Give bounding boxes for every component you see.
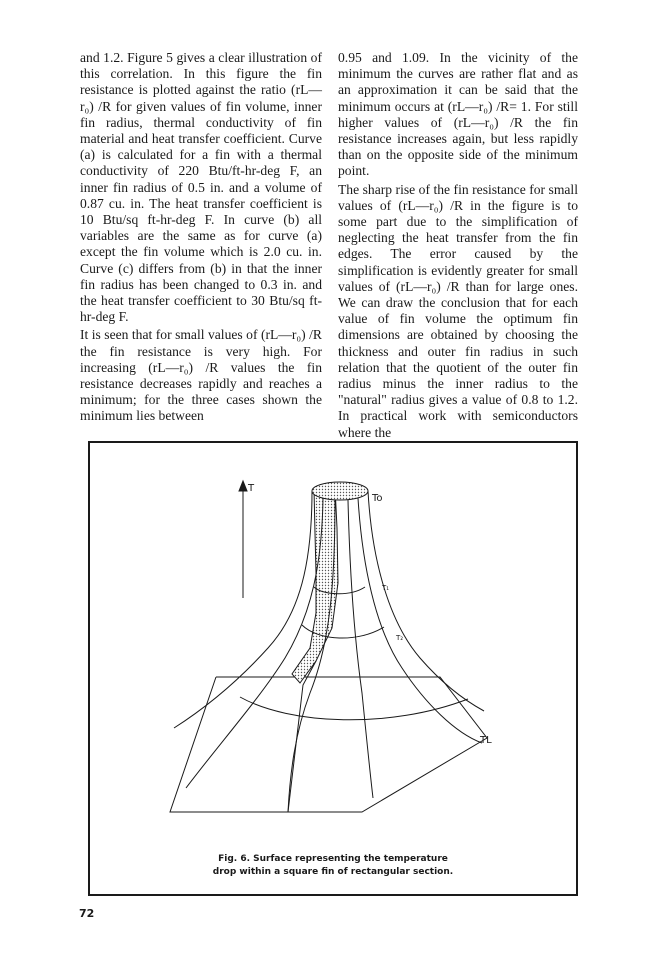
figure-caption [90,853,576,879]
temperature-surface-diagram [90,443,576,894]
page-number: 72 [79,907,95,920]
shaded-section [292,487,338,683]
label-tl: TL [480,735,492,746]
left-text-column [80,50,322,425]
surface-right-edge [368,491,484,711]
axis-arrowhead [239,481,247,491]
left-paragraph-1: and 1.2. Figure 5 gives a clear illustration of this correlation. In this figure the fin resistance is plotted against the ratio (rL—r₀) /R for given values of fin volume, inner fin radius, thermal conductivity of fin material and heat transfer coefficient. Curve (a) is calculated for a fin with a thermal conductivity of 220 Btu/ft-hr-deg F, an inner fin radius of 0.5 in. and a volume of 0.87 cu. in. The heat transfer coefficient is 10 Btu/sq ft-hr-deg F. In curve (b) all variables are the same as for curve (a) except the fin volume which is 2.0 cu. in. Curve (c) differs from (b) in that the inner fin radius has been changed to 0.3 in. and the heat transfer coefficient to 30 Btu/sq ft-hr-deg F. [80,50,322,325]
right-paragraph-1: 0.95 and 1.09. In the vicinity of the minimum the curves are rather flat and as an approximation it can be said that the minimum occurs at (rL—r₀) /R= 1. For still higher values of (rL—r₀) /R the fin resistance increases again, but less rapidly than on the opposite side of the minimum point. [338,50,578,179]
label-t1: T₁ [382,584,390,592]
figure-6 [88,441,578,896]
right-text-column [338,50,578,441]
caption-line-2: drop within a square fin of rectangular section. [212,867,454,877]
caption-line-1: Fig. 6. Surface representing the temperature [218,854,448,864]
top-cap [312,482,368,500]
label-t2: T₂ [396,634,404,642]
label-t0: To [372,493,383,504]
axis-label-t: T [248,483,255,494]
base-plane-outline [170,677,487,812]
left-paragraph-2: It is seen that for small values of (rL—r₀) /R the fin resistance is very high. For increasing (rL—r₀) /R values the fin resistance decreases rapidly and reaches a minimum; for the three cases shown the minimum lies between [80,327,322,424]
right-paragraph-2: The sharp rise of the fin resistance for small values of (rL—r₀) /R in the figure is to some part due to the simplification of neglecting the heat transfer from the fin edges. The error caused by the simplification is evidently greater for small values of (rL—r₀) /R than for large ones. We can draw the conclusion that for each value of fin volume the optimum fin dimensions are obtained by choosing the thickness and outer fin radius in such relation that the quotient of the outer fin radius minus the inner radius to the "natural" radius gives a value of 0.8 to 1.2. In practical work with semiconductors where the [338,181,578,440]
